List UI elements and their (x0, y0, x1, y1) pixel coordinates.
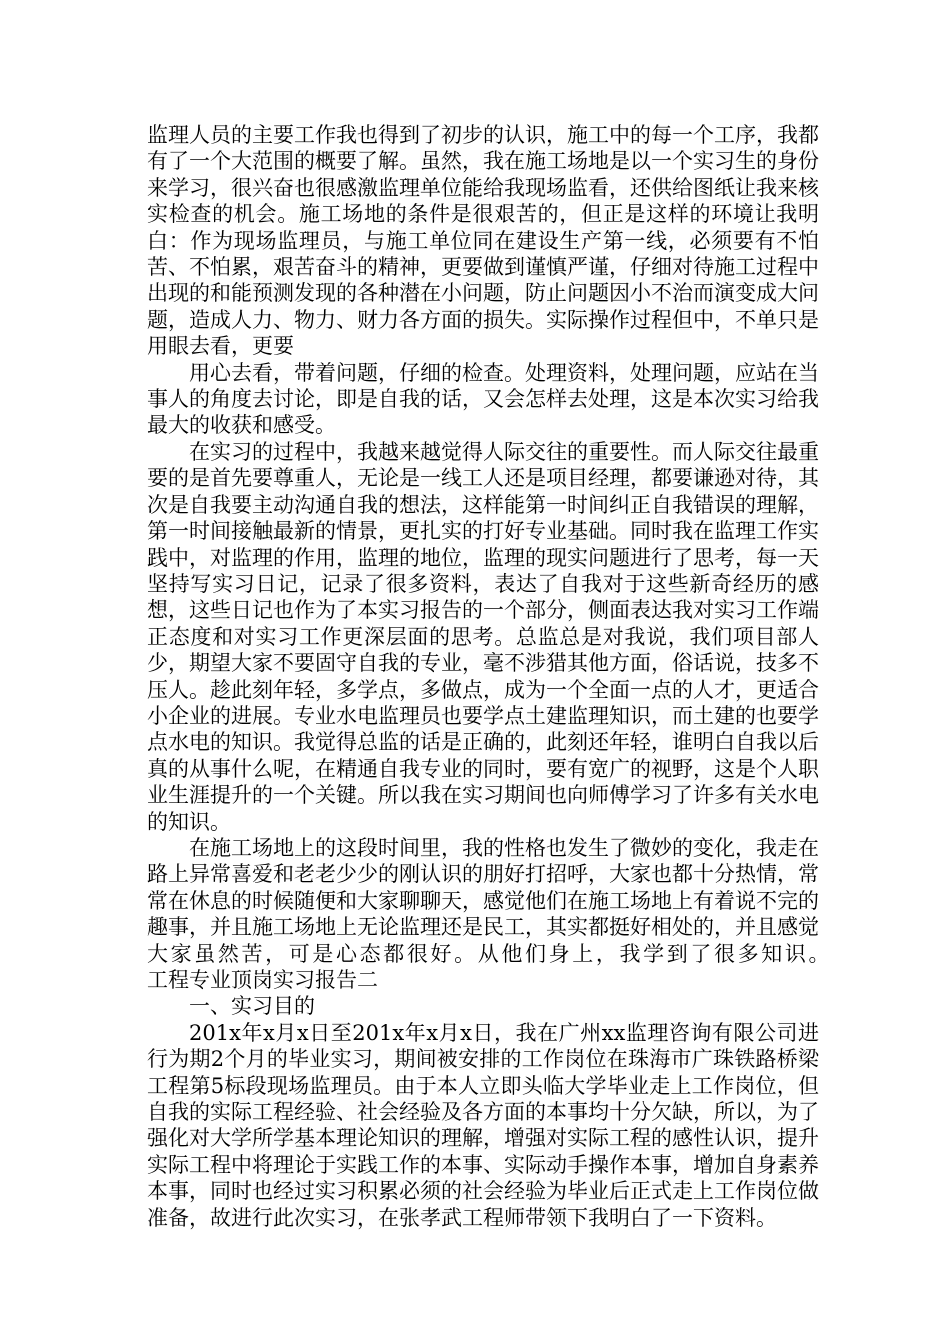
paragraph-2: 用心去看，带着问题，仔细的检查。处理资料，处理问题，应站在当事人的角度去讨论，即是自我的话，又会怎样去处理，这是本次实习给我最大的收获和感受。 (147, 360, 819, 438)
paragraph-1: 监理人员的主要工作我也得到了初步的认识，施工中的每一个工序，我都有了一个大范围的概要了解。虽然，我在施工场地是以一个实习生的身份来学习，很兴奋也很感激监理单位能给我现场监看，还供给图纸让我来核实检查的机会。施工场地的条件是很艰苦的，但正是这样的环境让我明白：作为现场监理员，与施工单位同在建设生产第一线，必须要有不怕苦、不怕累，艰苦奋斗的精神，更要做到谨慎严谨，仔细对待施工过程中出现的和能预测发现的各种潜在小问题，防止问题因小不治而演变成大问题，造成人力、物力、财力各方面的损失。实际操作过程但中，不单只是用眼去看，更要 (147, 123, 819, 359)
document-body (147, 122, 882, 1231)
paragraph-4: 在施工场地上的这段时间里，我的性格也发生了微妙的变化，我走在路上异常喜爱和老老少少的刚认识的朋好打招呼，大家也都十分热情，常常在休息的时候随便和大家聊聊天，感觉他们在施工场地上有着说不完的趣事，并且施工场地上无论监理还是民工，其实都挺好相处的，并且感觉大家虽然苦，可是心态都很好。从他们身上，我学到了很多知识。 工程专业顶岗实习报告二 (147, 835, 882, 992)
section-heading-internship-purpose: 一、实习目的 (189, 994, 315, 1019)
paragraph-3: 在实习的过程中，我越来越觉得人际交往的重要性。而人际交往最重要的是首先要尊重人，无论是一线工人还是项目经理，都要谦逊对待，其次是自我要主动沟通自我的想法，这样能第一时间纠正自我错误的理解，第一时间接触最新的情景，更扎实的打好专业基础。同时我在监理工作实践中，对监理的作用，监理的地位，监理的现实问题进行了思考，每一天坚持写实习日记，记录了很多资料，表达了自我对于这些新奇经历的感想，这些日记也作为了本实习报告的一个部分，侧面表达我对实习工作端正态度和对实习工作更深层面的思考。总监总是对我说，我们项目部人少，期望大家不要固守自我的专业，毫不涉猎其他方面，俗话说，技多不压人。趁此刻年轻，多学点，多做点，成为一个全面一点的人才，更适合小企业的进展。专业水电监理员也要学点土建监理知识，而土建的也要学点水电的知识。我觉得总监的话是正确的，此刻还年轻，谁明白自我以后真的从事什么呢，在精通自我专业的同时，要有宽广的视野，这是个人职业生涯提升的一个关键。所以我在实习期间也向师傅学习了许多有关水电的知识。 (147, 439, 819, 834)
paragraph-5: 201x年x月x日至201x年x月x日，我在广州xx监理咨询有限公司进行为期2个月的毕业实习，期间被安排的工作岗位在珠海市广珠铁路桥梁工程第5标段现场监理员。由于本人立即头临大学毕业走上工作岗位，但自我的实际工程经验、社会经验及各方面的本事均十分欠缺，所以，为了强化对大学所学基本理论知识的理解，增强对实际工程的感性认识，提升实际工程中将理论于实践工作的本事、实际动手操作本事，增加自身素养本事，同时也经过实习积累必须的社会经验为毕业后正式走上工作岗位做准备，故进行此次实习，在张孝武工程师带领下我明白了一下资料。 (147, 1020, 819, 1230)
